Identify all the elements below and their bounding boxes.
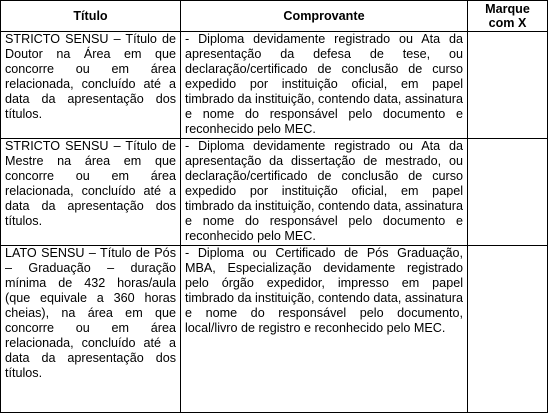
- titulo-cell: STRICTO SENSU – Título de Mestre na área em que concorre ou em área relacionada, concluído até a data da apresentação dos títulos.: [1, 138, 181, 245]
- titulo-cell: LATO SENSU – Título de Pós – Graduação – duração mínima de 432 horas/aula (que equivale a 360 horas cheias), na área em que concorre ou em área relacionada, concluído até a data da apresentação dos títulos.: [1, 245, 181, 412]
- header-marque-line2: com X: [488, 16, 527, 30]
- comprovante-cell: - Diploma devidamente registrado ou Ata da apresentação da defesa de tese, ou declaração/certificado de conclusão de curso expedido por instituição oficial, em papel timbrado da instituição, contendo data, assinatura e nome do responsável pelo documento e reconhecido pelo MEC.: [181, 32, 468, 139]
- titulo-cell: STRICTO SENSU – Título de Doutor na Área em que concorre ou em área relacionada, concluído até a data da apresentação dos títulos.: [1, 32, 181, 139]
- marque-checkbox-cell[interactable]: [468, 32, 548, 139]
- header-comprovante: Comprovante: [181, 1, 468, 32]
- table-row: [1, 32, 548, 139]
- table-row: [1, 245, 548, 412]
- header-titulo: Título: [1, 1, 181, 32]
- marque-checkbox-cell[interactable]: [468, 138, 548, 245]
- table-row: [1, 138, 548, 245]
- marque-checkbox-cell[interactable]: [468, 245, 548, 412]
- comprovante-cell: - Diploma ou Certificado de Pós Graduação, MBA, Especialização devidamente registrado pelo órgão expedidor, impresso em papel timbrado da instituição, contendo data, assinatura e nome do responsável pelo documento, local/livro de registro e reconhecido pelo MEC.: [181, 245, 468, 412]
- header-row: [1, 1, 548, 32]
- header-marque-line1: Marque: [485, 2, 530, 16]
- header-marque: [468, 1, 548, 32]
- comprovante-cell: - Diploma devidamente registrado ou Ata da apresentação da dissertação de mestrado, ou declaração/certificado de conclusão de curso expedido por instituição oficial, em papel timbrado da instituição, contendo data, assinatura e nome do responsável pelo documento e reconhecido pelo MEC.: [181, 138, 468, 245]
